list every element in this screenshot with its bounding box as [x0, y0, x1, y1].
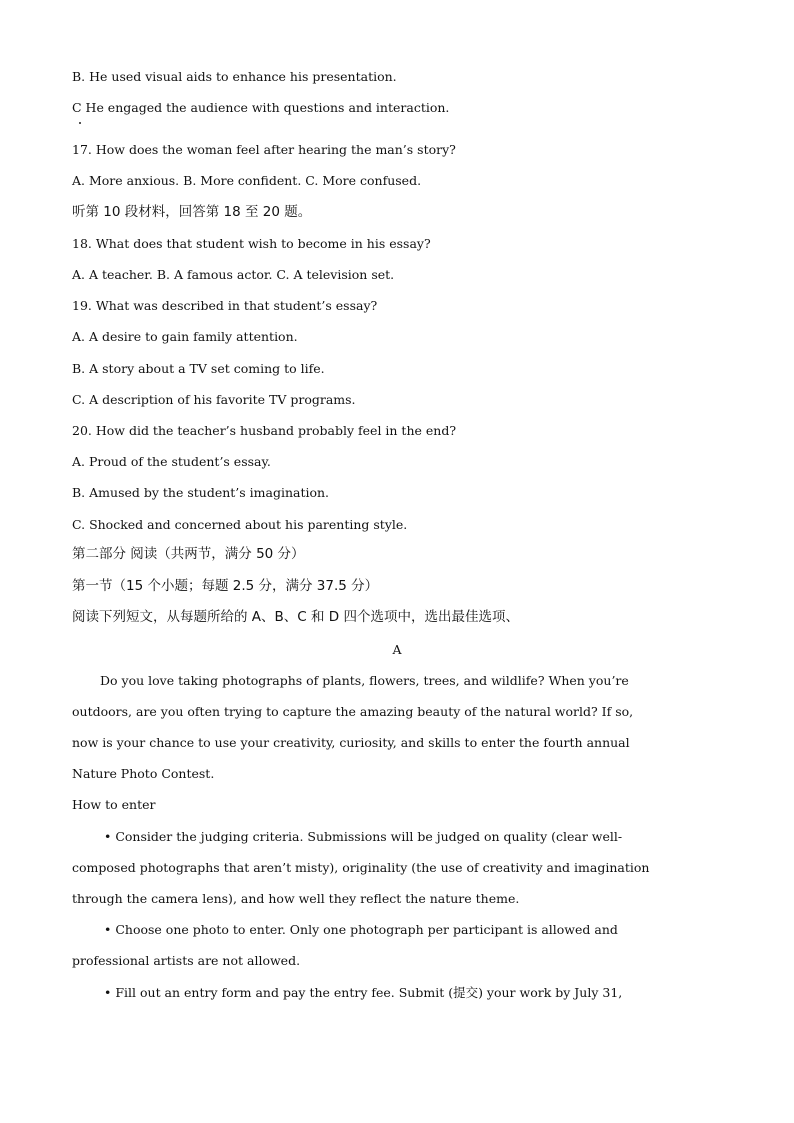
question-19: 19. What was described in that student’s essay? — [72, 298, 378, 313]
option-19c: C. A description of his favorite TV programs. — [72, 392, 356, 407]
bullet-1-line-3: through the camera lens), and how well they reflect the nature theme. — [72, 891, 520, 906]
bullet-1-line-1: • Consider the judging criteria. Submissions will be judged on quality (clear well- — [104, 829, 623, 844]
option-20a: A. Proud of the student’s essay. — [72, 454, 271, 469]
option-16b: B. He used visual aids to enhance his presentation. — [72, 69, 397, 84]
bullet-3-line-1: • Fill out an entry form and pay the entry fee. Submit (提交) your work by July 31, — [104, 985, 623, 1000]
passage-line-2: outdoors, are you often trying to capture the amazing beauty of the natural world? If so, — [72, 704, 634, 719]
passage-label: A — [392, 642, 402, 657]
options-17: A. More anxious. B. More confident. C. More confused. — [72, 173, 422, 188]
option-20b: B. Amused by the student’s imagination. — [72, 485, 330, 500]
part-two-heading: 第二部分 阅读（共两节，满分 50 分） — [72, 546, 305, 562]
section-one-heading: 第一节（15 个小题；每题 2.5 分，满分 37.5 分） — [72, 578, 379, 594]
question-20: 20. How did the teacher’s husband probably feel in the end? — [72, 423, 457, 438]
options-18: A. A teacher. B. A famous actor. C. A television set. — [72, 267, 395, 282]
option-19b: B. A story about a TV set coming to life. — [72, 361, 325, 376]
stray-mark — [79, 122, 81, 124]
option-20c: C. Shocked and concerned about his parenting style. — [72, 517, 408, 532]
question-17: 17. How does the woman feel after hearing the man’s story? — [72, 142, 456, 157]
bullet-2-line-2: professional artists are not allowed. — [72, 953, 301, 968]
option-16c: C He engaged the audience with questions and interaction. — [72, 100, 450, 115]
passage-line-4: Nature Photo Contest. — [72, 766, 215, 781]
bullet-2-line-1: • Choose one photo to enter. Only one photograph per participant is allowed and — [104, 922, 618, 937]
question-18: 18. What does that student wish to become in his essay? — [72, 236, 431, 251]
section-instruction-10: 听第 10 段材料，回答第 18 至 20 题。 — [72, 204, 312, 220]
bullet-1-line-2: composed photographs that aren’t misty), originality (the use of creativity and imagination — [72, 860, 650, 875]
how-to-enter-heading: How to enter — [72, 797, 156, 812]
reading-instruction: 阅读下列短文，从每题所给的 A、B、C 和 D 四个选项中，选出最佳选项、 — [72, 609, 519, 625]
passage-line-3: now is your chance to use your creativity, curiosity, and skills to enter the fourth annual — [72, 735, 630, 750]
option-19a: A. A desire to gain family attention. — [72, 329, 298, 344]
passage-line-1: Do you love taking photographs of plants, flowers, trees, and wildlife? When you’re — [100, 673, 629, 688]
